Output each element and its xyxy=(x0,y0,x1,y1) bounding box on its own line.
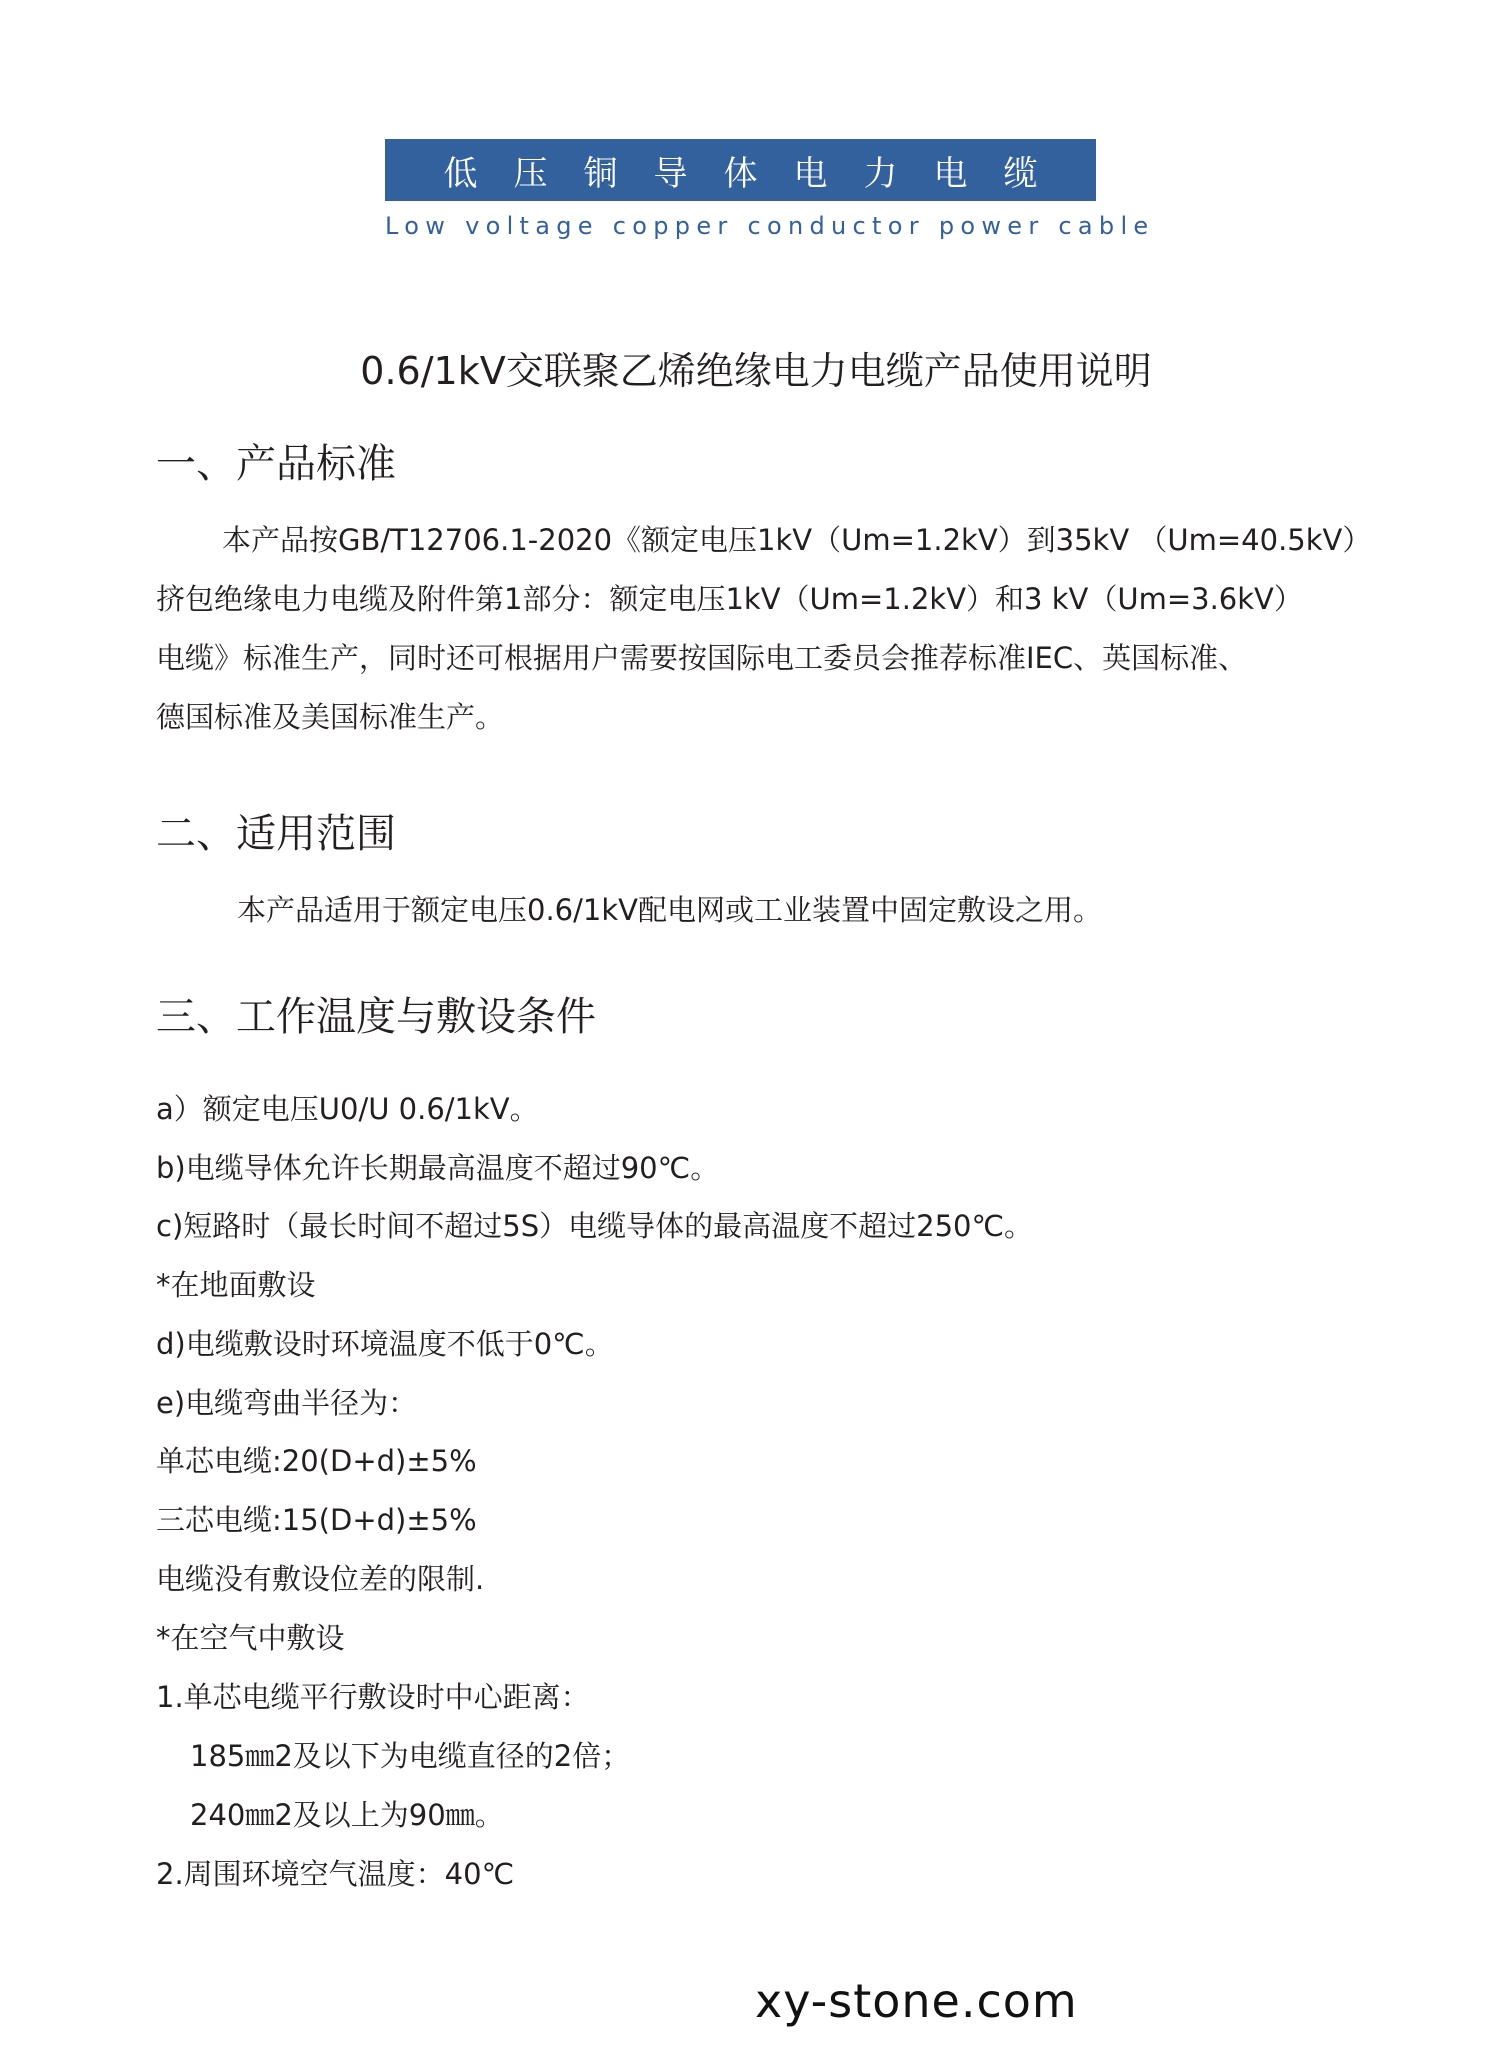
section-1-line: 挤包绝缘电力电缆及附件第1部分：额定电压1kV（Um=1.2kV）和3 kV（Um=3.6kV） xyxy=(156,582,1303,616)
condition-line: c)短路时（最长时间不超过5S）电缆导体的最高温度不超过250℃。 xyxy=(156,1209,1034,1243)
document-title: 0.6/1kV交联聚乙烯绝缘电力电缆产品使用说明 xyxy=(360,349,1152,393)
section-1-heading: 一、产品标准 xyxy=(156,441,396,487)
section-1-line: 本产品按GB/T12706.1-2020《额定电压1kV（Um=1.2kV）到35kV （Um=40.5kV） xyxy=(222,523,1372,557)
condition-line: d)电缆敷设时环境温度不低于0℃。 xyxy=(156,1327,614,1361)
title-banner xyxy=(385,139,1096,201)
section-1-line: 德国标准及美国标准生产。 xyxy=(156,700,505,734)
condition-line: b)电缆导体允许长期最高温度不超过90℃。 xyxy=(156,1151,720,1185)
condition-line: 240㎜2及以上为90㎜。 xyxy=(190,1798,504,1832)
banner-title: 低压铜导体电力电缆 xyxy=(443,153,1074,194)
condition-line: 185㎜2及以下为电缆直径的2倍； xyxy=(190,1739,631,1773)
condition-line: 1.单芯电缆平行敷设时中心距离： xyxy=(156,1680,590,1714)
section-2-heading: 二、适用范围 xyxy=(156,811,396,857)
condition-line: a）额定电压U0/U 0.6/1kV。 xyxy=(156,1092,539,1126)
banner-subtitle: Low voltage copper conductor power cable xyxy=(385,212,1155,240)
section-3-heading: 三、工作温度与敷设条件 xyxy=(156,994,596,1040)
condition-line: 三芯电缆:15(D+d)±5% xyxy=(156,1503,477,1537)
condition-line: *在空气中敷设 xyxy=(156,1621,345,1655)
footer-website: xy-stone.com xyxy=(755,1974,1078,2028)
section-1-line: 电缆》标准生产，同时还可根据用户需要按国际电工委员会推荐标准IEC、英国标准、 xyxy=(156,641,1248,675)
condition-line: e)电缆弯曲半径为： xyxy=(156,1386,418,1420)
condition-line: 单芯电缆:20(D+d)±5% xyxy=(156,1444,477,1478)
section-2-text: 本产品适用于额定电压0.6/1kV配电网或工业装置中固定敷设之用。 xyxy=(237,893,1102,927)
condition-line: *在地面敷设 xyxy=(156,1268,316,1302)
condition-line: 电缆没有敷设位差的限制. xyxy=(156,1562,485,1596)
condition-line: 2.周围环境空气温度：40℃ xyxy=(156,1857,515,1891)
